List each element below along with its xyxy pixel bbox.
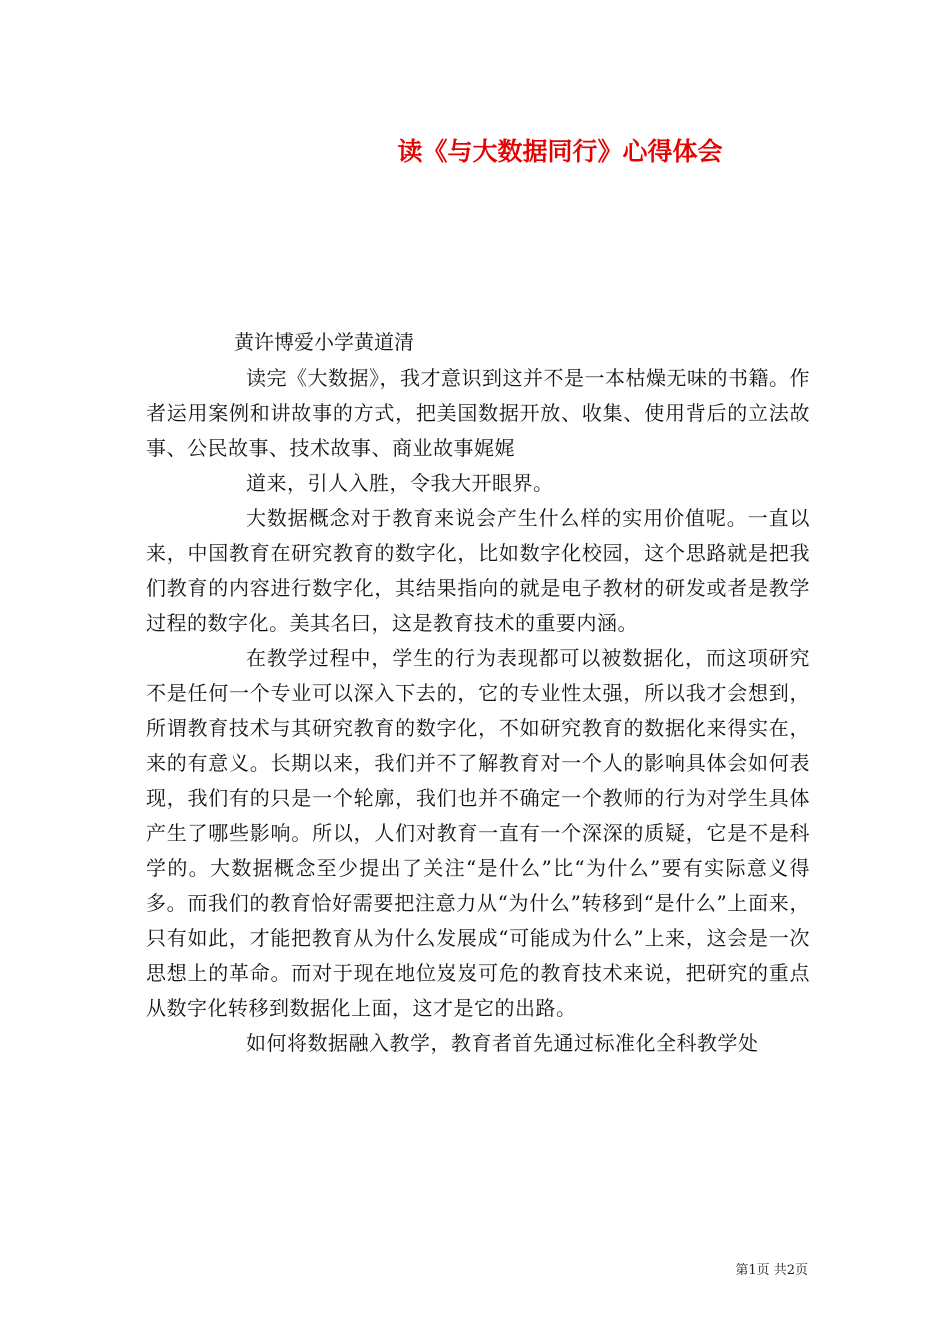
paragraph: 道来，引人入胜，令我大开眼界。 [246, 471, 554, 495]
paragraph: 在教学过程中，学生的行为表现都可以被数据化，而这项研究不是任何一个专业可以深入下去的，它的专业性太强，所以我才会想到，所谓教育技术与其研究教育的数字化，不如研究教育的数据化来得实在，来的有意义。长期以来，我们并不了解教育对一个人的影响具体会如何表现，我们有的只是一个轮廓，我们也并不确定一个教师的行为对学生具体产生了哪些影响。所以，人们对教育一直有一个深深的质疑，它是不是科学的。大数据概念至少提出了关注“是什么”比“为什么”要有实际意义得多。而我们的教育恰好需要把注意力从“为什么”转移到“是什么”上面来，只有如此，才能把教育从为什么发展成“可能成为什么”上来，这会是一次思想上的革命。而对于现在地位岌岌可危的教育技术来说，把研究的重点从数字化转移到数据化上面，这才是它的出路。 [146, 646, 810, 1020]
page-number-footer: 第1页 共2页 [735, 1263, 808, 1278]
author-line: 黄许博爱小学黄道清 [234, 330, 414, 354]
paragraph: 大数据概念对于教育来说会产生什么样的实用价值呢。一直以来，中国教育在研究教育的数字化，比如数字化校园，这个思路就是把我们教育的内容进行数字化，其结果指向的就是电子教材的研发或者是教学过程的数字化。美其名曰，这是教育技术的重要内涵。 [146, 506, 810, 635]
paragraph: 如何将数据融入教学，教育者首先通过标准化全科教学处 [246, 1031, 759, 1055]
document-title: 读《与大数据同行》心得体会 [397, 137, 723, 166]
document-body [146, 361, 810, 1061]
paragraph: 读完《大数据》，我才意识到这并不是一本枯燥无味的书籍。作者运用案例和讲故事的方式，把美国数据开放、收集、使用背后的立法故事、公民故事、技术故事、商业故事娓娓 [146, 366, 810, 460]
